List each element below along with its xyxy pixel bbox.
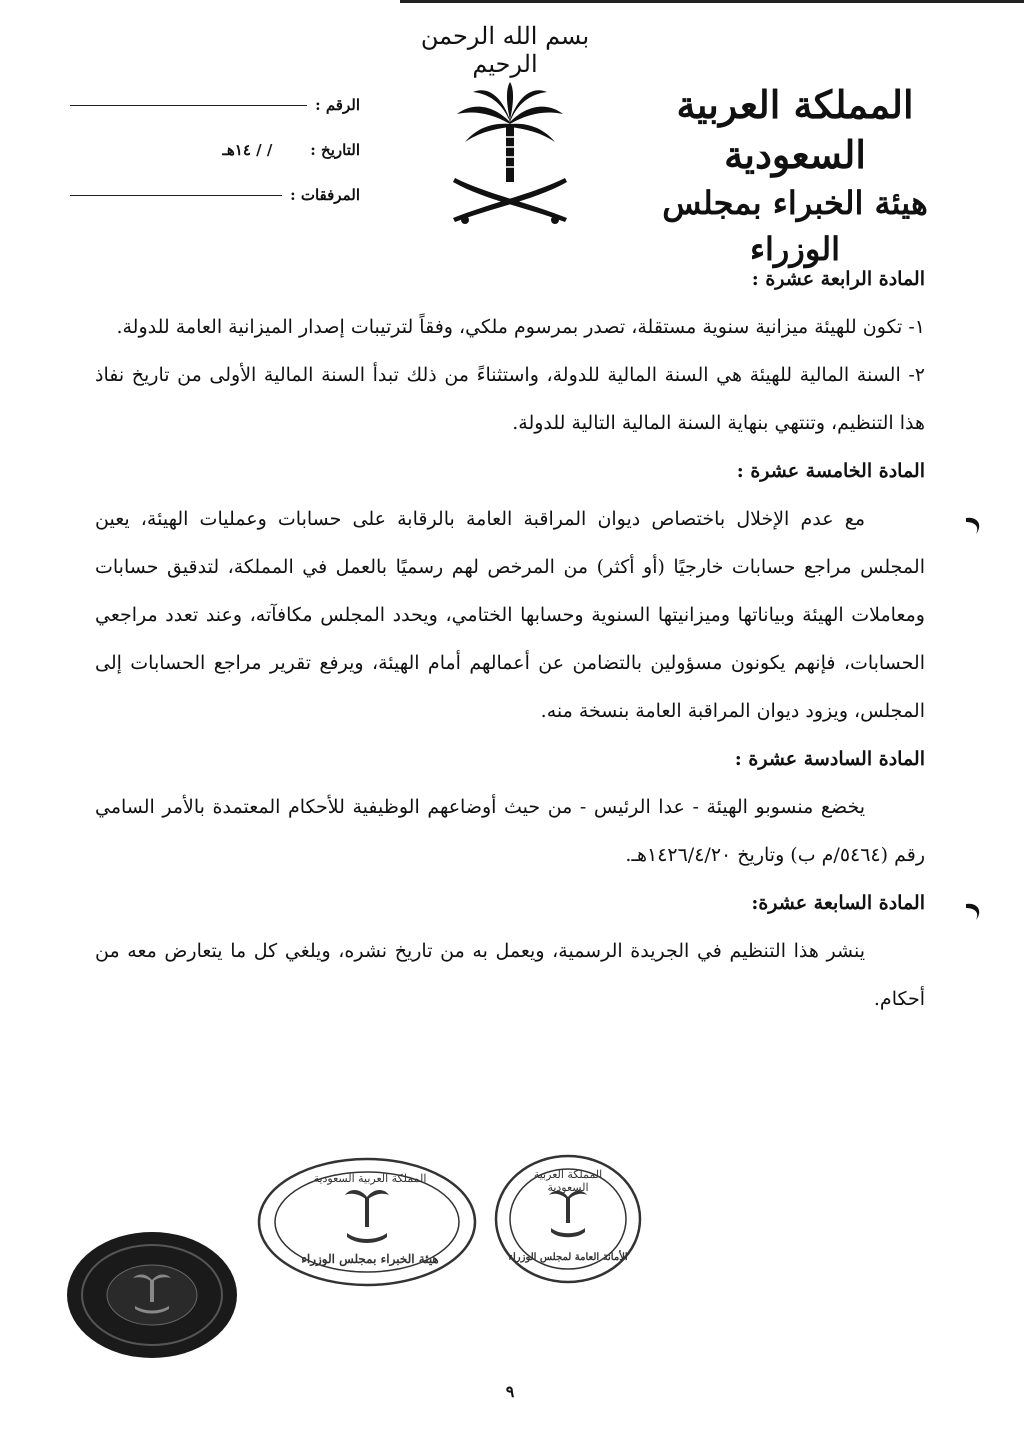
article-14-heading: المادة الرابعة عشرة : [751, 268, 925, 290]
margin-tick-mark-icon [962, 512, 986, 536]
date-label: التاريخ : [310, 140, 360, 159]
kingdom-name: المملكة العربية السعودية [676, 82, 914, 177]
article-15-paragraph: مع عدم الإخلال باختصاص ديوان المراقبة العامة بالرقابة على حسابات وعمليات الهيئة، يعين المجلس مراجع حسابات خارجيًا (أو أكثر) من المرخص لهم رسميًا بالعمل في المملكة، لتدقيق حسابات ومعاملات الهيئة وبياناتها وميزانيتها السنوية وحسابها الختامي، ويحدد المجلس مكافآته، وعند تعدد مراجعي الحسابات، فإنهم يكونون مسؤولين بالتضامن عن أعمالهم أمام الهيئة، ويرفع تقرير مراجع الحسابات إلى المجلس، ويزود ديوان المراقبة العامة بنسخة منه. [95, 508, 925, 722]
article-16-heading: المادة السادسة عشرة : [734, 748, 925, 770]
reference-blank-line [70, 105, 307, 106]
royal-court-seal-icon [65, 1230, 240, 1360]
reference-label: الرقم : [315, 95, 360, 114]
agency-name: هيئة الخبراء بمجلس الوزراء [662, 184, 928, 268]
article-17-paragraph: ينشر هذا التنظيم في الجريدة الرسمية، ويعمل به من تاريخ نشره، ويلغي كل ما يتعارض معه من أحكام. [95, 940, 925, 1010]
article-17-heading: المادة السابعة عشرة: [751, 892, 925, 914]
saudi-emblem-icon [445, 82, 575, 232]
article-14-item-1: ١- تكون للهيئة ميزانية سنوية مستقلة، تصدر بمرسوم ملكي، وفقاً لترتيبات إصدار الميزانية العامة للدولة. [116, 316, 925, 338]
article-15-heading: المادة الخامسة عشرة : [736, 460, 925, 482]
document-body [95, 255, 925, 1023]
right-stamp-top-text: المملكة العربية السعودية [533, 1168, 603, 1194]
letterhead-title-block [630, 80, 960, 272]
middle-stamp-bottom-text: هيئة الخبراء بمجلس الوزراء [301, 1252, 439, 1266]
reference-number-row [70, 82, 360, 127]
basmala-calligraphy: بسم الله الرحمن الرحيم [420, 22, 590, 78]
margin-tick-mark-icon [962, 898, 986, 922]
article-16-paragraph: يخضع منسوبو الهيئة - عدا الرئيس - من حيث أوضاعهم الوظيفية للأحكام المعتمدة بالأمر السامي رقم (٥٤٦٤/م ب) وتاريخ ١٤٢٦/٤/٢٠هـ. [95, 796, 925, 866]
attachments-blank-line [70, 195, 282, 196]
page-number: ٩ [505, 1382, 515, 1401]
article-14-item-2: ٢- السنة المالية للهيئة هي السنة المالية للدولة، واستثناءً من ذلك تبدأ السنة المالية الأولى من تاريخ نفاذ هذا التنظيم، وتنتهي بنهاية السنة المالية التالية للدولة. [95, 364, 925, 434]
official-stamps [0, 1140, 1024, 1380]
top-border-line [400, 0, 1024, 3]
date-placeholder: / / ١٤هـ [222, 140, 273, 159]
right-stamp-bottom-text: الأمانة العامة لمجلس الوزراء [508, 1252, 628, 1263]
attachments-row [70, 172, 360, 217]
middle-stamp-top-text: المملكة العربية السعودية [313, 1172, 427, 1185]
reference-block [70, 82, 360, 217]
date-row [70, 127, 360, 172]
attachments-label: المرفقات : [290, 185, 360, 204]
